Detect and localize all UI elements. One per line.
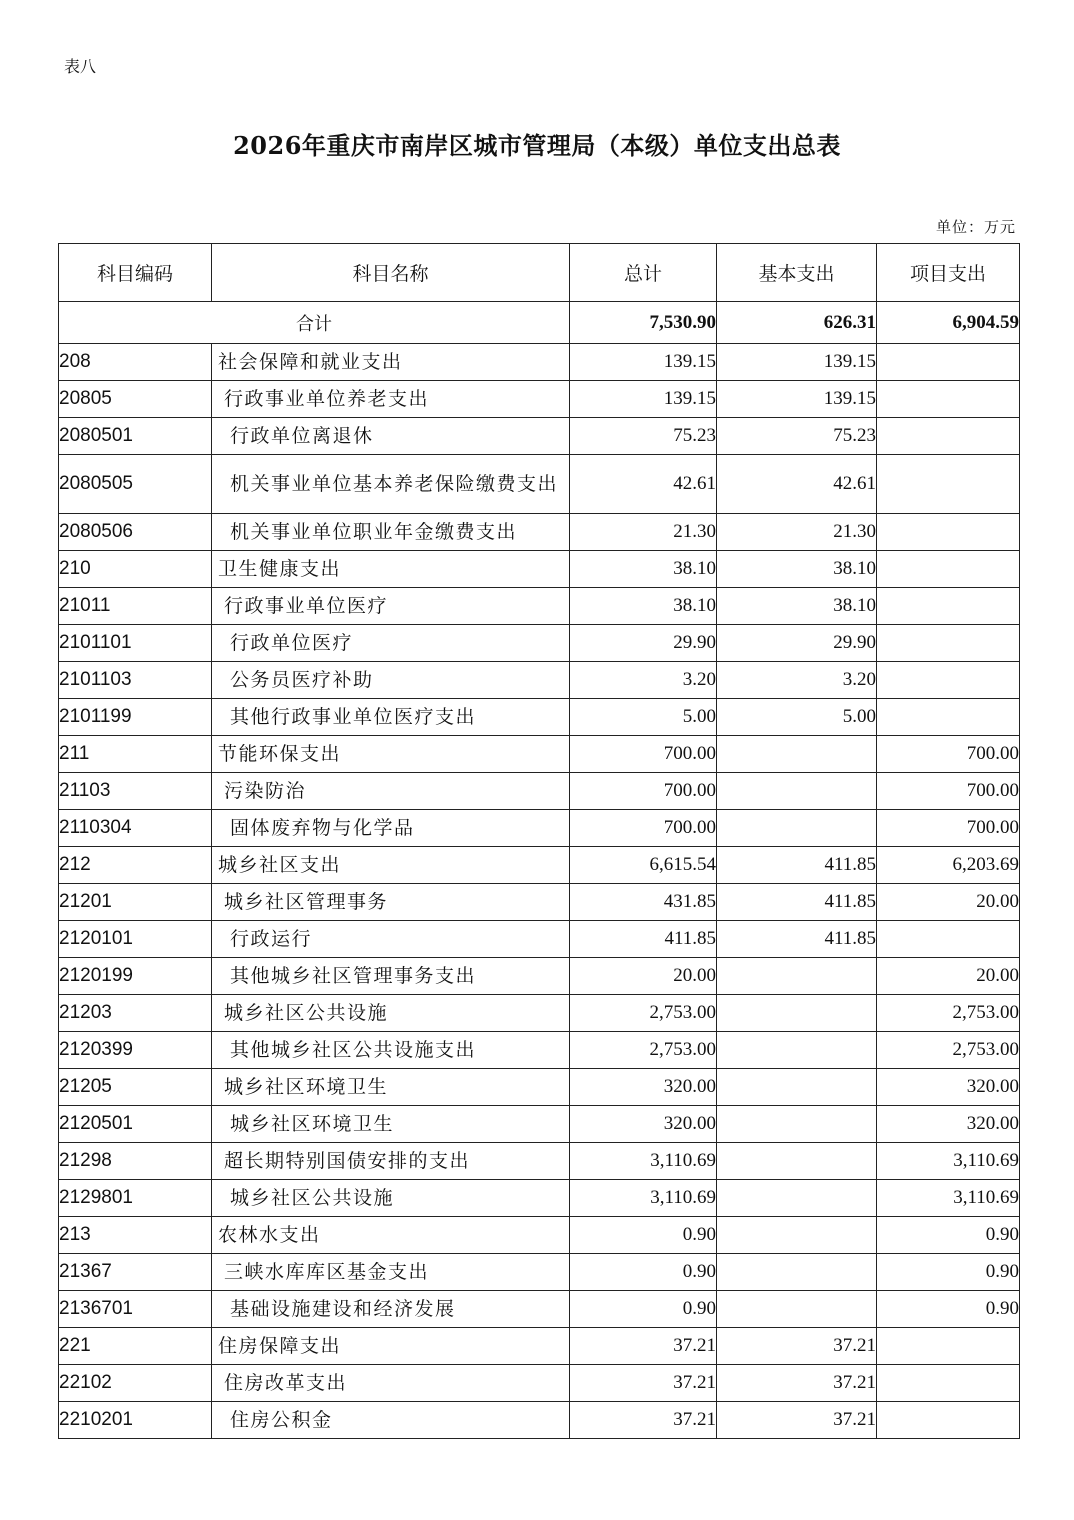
- row-total: 37.21: [570, 1365, 717, 1402]
- row-project: [877, 514, 1020, 551]
- row-code: 2120399: [59, 1032, 212, 1069]
- row-name: 行政单位医疗: [212, 625, 570, 662]
- row-project: 3,110.69: [877, 1143, 1020, 1180]
- table-row: [59, 588, 1020, 625]
- row-total: 21.30: [570, 514, 717, 551]
- row-basic: 411.85: [717, 847, 877, 884]
- total-row: [59, 302, 1020, 344]
- table-row: [59, 1032, 1020, 1069]
- row-code: 2080506: [59, 514, 212, 551]
- row-name: 污染防治: [212, 773, 570, 810]
- table-row: [59, 958, 1020, 995]
- row-code: 21298: [59, 1143, 212, 1180]
- row-code: 2080505: [59, 455, 212, 514]
- row-basic: 37.21: [717, 1328, 877, 1365]
- row-basic: 3.20: [717, 662, 877, 699]
- row-name: 机关事业单位职业年金缴费支出: [212, 514, 570, 551]
- row-name: 城乡社区管理事务: [212, 884, 570, 921]
- row-total: 42.61: [570, 455, 717, 514]
- total-label: 合计: [59, 302, 570, 344]
- row-total: 3.20: [570, 662, 717, 699]
- table-row: [59, 736, 1020, 773]
- table-row: [59, 344, 1020, 381]
- row-name: 社会保障和就业支出: [212, 344, 570, 381]
- row-total: 320.00: [570, 1106, 717, 1143]
- row-code: 21011: [59, 588, 212, 625]
- table-row: [59, 1254, 1020, 1291]
- row-total: 700.00: [570, 773, 717, 810]
- total-project: 6,904.59: [877, 302, 1020, 344]
- row-total: 3,110.69: [570, 1180, 717, 1217]
- row-total: 6,615.54: [570, 847, 717, 884]
- row-name: 住房改革支出: [212, 1365, 570, 1402]
- row-basic: 411.85: [717, 884, 877, 921]
- row-project: 2,753.00: [877, 995, 1020, 1032]
- row-total: 5.00: [570, 699, 717, 736]
- table-row: [59, 1291, 1020, 1328]
- row-name: 住房公积金: [212, 1402, 570, 1439]
- row-project: 6,203.69: [877, 847, 1020, 884]
- row-project: 700.00: [877, 736, 1020, 773]
- row-code: 211: [59, 736, 212, 773]
- row-basic: [717, 810, 877, 847]
- table-number-label: 表八: [64, 57, 97, 76]
- table-row: [59, 1402, 1020, 1439]
- row-basic: 38.10: [717, 551, 877, 588]
- row-total: 0.90: [570, 1217, 717, 1254]
- row-total: 20.00: [570, 958, 717, 995]
- row-project: [877, 662, 1020, 699]
- table-row: [59, 625, 1020, 662]
- table-row: [59, 551, 1020, 588]
- row-name: 卫生健康支出: [212, 551, 570, 588]
- row-code: 2110304: [59, 810, 212, 847]
- row-name: 城乡社区公共设施: [212, 1180, 570, 1217]
- row-code: 21203: [59, 995, 212, 1032]
- row-name: 行政运行: [212, 921, 570, 958]
- table-row: [59, 1217, 1020, 1254]
- expenditure-table: [58, 243, 1020, 1439]
- header-row: [59, 244, 1020, 302]
- header-basic: 基本支出: [717, 244, 877, 302]
- row-total: 700.00: [570, 736, 717, 773]
- page-title: 2026年重庆市南岸区城市管理局（本级）单位支出总表: [233, 131, 841, 160]
- table-row: [59, 1180, 1020, 1217]
- row-basic: [717, 1032, 877, 1069]
- row-basic: 139.15: [717, 381, 877, 418]
- unit-label: 单位：万元: [935, 218, 1016, 236]
- row-basic: [717, 1143, 877, 1180]
- row-total: 700.00: [570, 810, 717, 847]
- row-project: [877, 1328, 1020, 1365]
- row-code: 2129801: [59, 1180, 212, 1217]
- row-project: 0.90: [877, 1254, 1020, 1291]
- total-basic: 626.31: [717, 302, 877, 344]
- row-basic: 411.85: [717, 921, 877, 958]
- row-project: [877, 1365, 1020, 1402]
- row-name: 农林水支出: [212, 1217, 570, 1254]
- row-name: 三峡水库库区基金支出: [212, 1254, 570, 1291]
- row-total: 37.21: [570, 1328, 717, 1365]
- total-sum: 7,530.90: [570, 302, 717, 344]
- row-total: 2,753.00: [570, 995, 717, 1032]
- row-total: 431.85: [570, 884, 717, 921]
- table-row: [59, 699, 1020, 736]
- row-total: 320.00: [570, 1069, 717, 1106]
- row-code: 2120199: [59, 958, 212, 995]
- table-row: [59, 455, 1020, 514]
- table-body: [59, 302, 1020, 1439]
- row-code: 2101101: [59, 625, 212, 662]
- row-project: 700.00: [877, 773, 1020, 810]
- table-row: [59, 1106, 1020, 1143]
- row-basic: [717, 1291, 877, 1328]
- row-basic: 29.90: [717, 625, 877, 662]
- header-project: 项目支出: [877, 244, 1020, 302]
- table-row: [59, 1328, 1020, 1365]
- row-code: 213: [59, 1217, 212, 1254]
- row-project: [877, 455, 1020, 514]
- row-project: 2,753.00: [877, 1032, 1020, 1069]
- row-project: 320.00: [877, 1069, 1020, 1106]
- row-code: 2136701: [59, 1291, 212, 1328]
- row-code: 2101199: [59, 699, 212, 736]
- row-project: 3,110.69: [877, 1180, 1020, 1217]
- row-total: 0.90: [570, 1291, 717, 1328]
- row-name: 公务员医疗补助: [212, 662, 570, 699]
- row-basic: [717, 736, 877, 773]
- row-name: 行政单位离退休: [212, 418, 570, 455]
- table-row: [59, 662, 1020, 699]
- row-total: 29.90: [570, 625, 717, 662]
- row-project: [877, 344, 1020, 381]
- row-code: 2080501: [59, 418, 212, 455]
- row-project: [877, 551, 1020, 588]
- row-name: 其他城乡社区公共设施支出: [212, 1032, 570, 1069]
- row-code: 21201: [59, 884, 212, 921]
- table-row: [59, 381, 1020, 418]
- row-basic: [717, 958, 877, 995]
- row-basic: [717, 1254, 877, 1291]
- table-row: [59, 847, 1020, 884]
- row-total: 411.85: [570, 921, 717, 958]
- row-total: 3,110.69: [570, 1143, 717, 1180]
- table-row: [59, 884, 1020, 921]
- row-basic: [717, 1180, 877, 1217]
- row-total: 75.23: [570, 418, 717, 455]
- row-name: 行政事业单位养老支出: [212, 381, 570, 418]
- table-row: [59, 921, 1020, 958]
- row-project: [877, 699, 1020, 736]
- row-basic: 42.61: [717, 455, 877, 514]
- header-total: 总计: [570, 244, 717, 302]
- row-name: 住房保障支出: [212, 1328, 570, 1365]
- row-total: 38.10: [570, 551, 717, 588]
- row-name: 机关事业单位基本养老保险缴费支出: [212, 455, 570, 514]
- table-row: [59, 418, 1020, 455]
- row-code: 2120501: [59, 1106, 212, 1143]
- row-name: 其他城乡社区管理事务支出: [212, 958, 570, 995]
- row-code: 22102: [59, 1365, 212, 1402]
- table-row: [59, 1069, 1020, 1106]
- row-basic: [717, 1069, 877, 1106]
- table-row: [59, 773, 1020, 810]
- row-code: 2101103: [59, 662, 212, 699]
- row-project: 700.00: [877, 810, 1020, 847]
- row-project: 0.90: [877, 1217, 1020, 1254]
- row-code: 208: [59, 344, 212, 381]
- row-name: 城乡社区环境卫生: [212, 1069, 570, 1106]
- table-row: [59, 1143, 1020, 1180]
- row-project: 20.00: [877, 958, 1020, 995]
- row-basic: [717, 1106, 877, 1143]
- row-name: 城乡社区支出: [212, 847, 570, 884]
- table-row: [59, 995, 1020, 1032]
- row-total: 38.10: [570, 588, 717, 625]
- row-total: 37.21: [570, 1402, 717, 1439]
- row-basic: 37.21: [717, 1402, 877, 1439]
- row-basic: 21.30: [717, 514, 877, 551]
- row-project: [877, 625, 1020, 662]
- row-basic: [717, 773, 877, 810]
- row-project: [877, 381, 1020, 418]
- row-code: 221: [59, 1328, 212, 1365]
- row-code: 21103: [59, 773, 212, 810]
- row-basic: 38.10: [717, 588, 877, 625]
- row-name: 基础设施建设和经济发展: [212, 1291, 570, 1328]
- row-project: [877, 418, 1020, 455]
- row-basic: 139.15: [717, 344, 877, 381]
- row-name: 城乡社区公共设施: [212, 995, 570, 1032]
- row-name: 其他行政事业单位医疗支出: [212, 699, 570, 736]
- row-basic: [717, 995, 877, 1032]
- row-name: 超长期特别国债安排的支出: [212, 1143, 570, 1180]
- row-project: [877, 921, 1020, 958]
- row-project: 0.90: [877, 1291, 1020, 1328]
- row-total: 0.90: [570, 1254, 717, 1291]
- header-code: 科目编码: [59, 244, 212, 302]
- row-total: 139.15: [570, 344, 717, 381]
- row-code: 21205: [59, 1069, 212, 1106]
- header-name: 科目名称: [212, 244, 570, 302]
- row-basic: 5.00: [717, 699, 877, 736]
- row-total: 139.15: [570, 381, 717, 418]
- row-project: [877, 588, 1020, 625]
- row-name: 行政事业单位医疗: [212, 588, 570, 625]
- table-row: [59, 1365, 1020, 1402]
- row-project: 320.00: [877, 1106, 1020, 1143]
- row-basic: 75.23: [717, 418, 877, 455]
- row-name: 城乡社区环境卫生: [212, 1106, 570, 1143]
- row-code: 212: [59, 847, 212, 884]
- row-project: [877, 1402, 1020, 1439]
- row-total: 2,753.00: [570, 1032, 717, 1069]
- row-project: 20.00: [877, 884, 1020, 921]
- row-basic: [717, 1217, 877, 1254]
- row-code: 21367: [59, 1254, 212, 1291]
- row-code: 210: [59, 551, 212, 588]
- row-name: 固体废弃物与化学品: [212, 810, 570, 847]
- table-row: [59, 514, 1020, 551]
- table-row: [59, 810, 1020, 847]
- row-code: 2210201: [59, 1402, 212, 1439]
- row-code: 20805: [59, 381, 212, 418]
- row-basic: 37.21: [717, 1365, 877, 1402]
- row-code: 2120101: [59, 921, 212, 958]
- row-name: 节能环保支出: [212, 736, 570, 773]
